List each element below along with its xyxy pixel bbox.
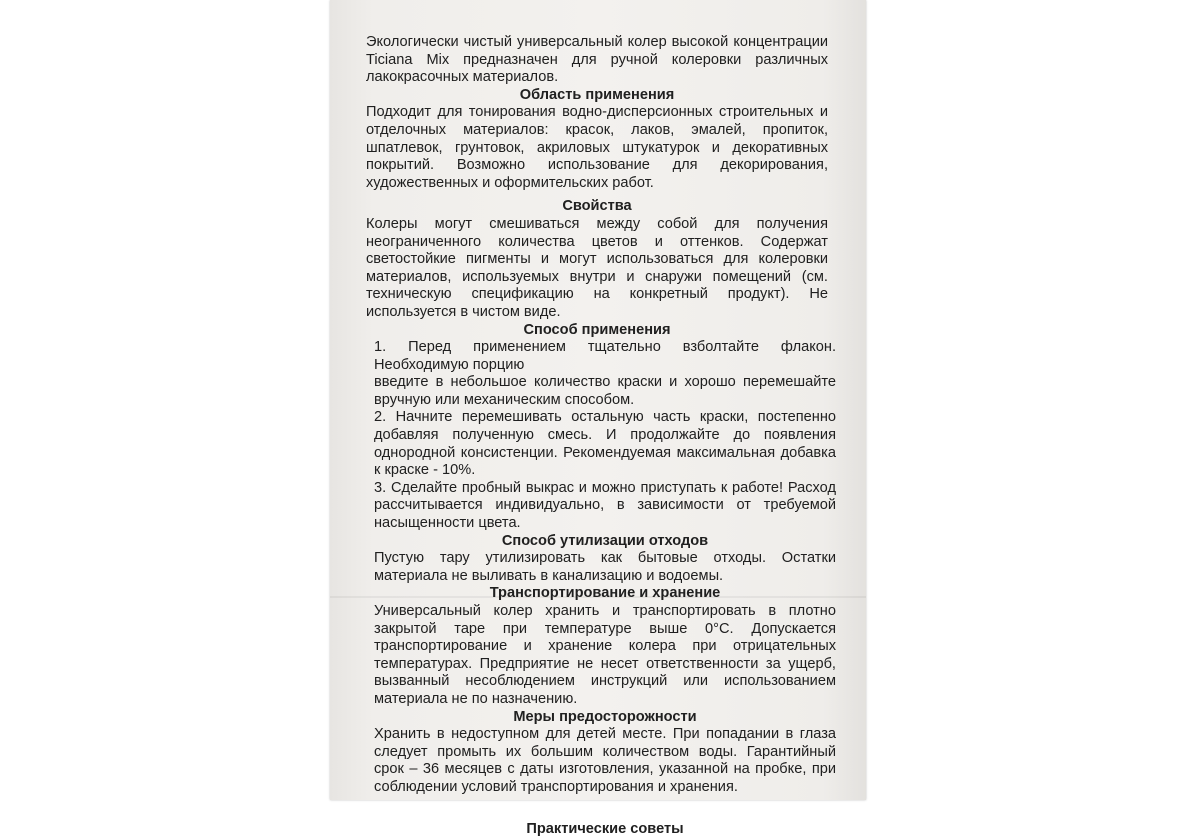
- usage-method-block: [374, 339, 836, 838]
- heading-practical-tips: Практические советы: [526, 820, 684, 837]
- usage-step-1-continued: введите в небольшое количество краски и хорошо перемешайте вручную или механическим способом.: [374, 374, 836, 408]
- properties-text: Колеры могут смешиваться между собой для получения неограниченного количества цветов и оттенков. Содержат светостойкие пигменты и могут использоваться для колеровки материалов, используемых внутри и снаружи помещений (см. техническую спецификацию на конкретный продукт). Не используется в чистом виде.: [366, 215, 828, 320]
- usage-step-1: 1. Перед применением тщательно взболтайте флакон. Необходимую порцию: [374, 339, 836, 373]
- instruction-leaflet: [330, 0, 866, 837]
- heading-properties: Свойства: [562, 198, 632, 215]
- heading-transport-storage: Транспортирование и хранение: [489, 585, 721, 602]
- heading-waste-disposal: Способ утилизации отходов: [501, 532, 709, 549]
- leaflet-text: [366, 34, 836, 838]
- application-area-text: Подходит для тонирования водно-дисперсионных строительных и отделочных материалов: красок, лаков, эмалей, пропиток, шпатлевок, грунтовок, акриловых штукатурок и декоративных покрытий. Возможно использование для декорирования, художественных и оформительских работ.: [366, 104, 828, 191]
- heading-application-area: Область применения: [519, 86, 675, 103]
- transport-storage-text: Универсальный колер хранить и транспортировать в плотно закрытой таре при температуре выше 0°С. Допускается транспортирование и хранение колера при отрицательных температурах. Предприятие не несет ответственности за ущерб, вызванный несоблюдением инструкций или использованием материала не по назначению.: [374, 603, 836, 707]
- precautions-text: Хранить в недоступном для детей месте. При попадании в глаза следует промыть их большим количеством воды. Гарантийный срок – 36 месяцев с даты изготовления, указанной на пробке, при соблюдении условий транспортирования и хранения.: [374, 726, 836, 795]
- intro-paragraph: Экологически чистый универсальный колер высокой концентрации Ticiana Mix предназначен для ручной колеровки различных лакокрасочных материалов.: [366, 34, 828, 86]
- waste-disposal-text: Пустую тару утилизировать как бытовые отходы. Остатки материала не выливать в канализацию и водоемы.: [374, 550, 836, 584]
- usage-step-2: 2. Начните перемешивать остальную часть краски, постепенно добавляя полученную смесь. И продолжайте до появления однородной консистенции. Рекомендуемая максимальная добавка к краске - 10%.: [374, 409, 836, 479]
- heading-precautions: Меры предосторожности: [513, 708, 697, 725]
- usage-step-3: 3. Сделайте пробный выкрас и можно приступать к работе! Расход рассчитывается индивидуально, в зависимости от требуемой насыщенности цвета.: [374, 479, 836, 532]
- heading-usage-method: Способ применения: [523, 321, 671, 338]
